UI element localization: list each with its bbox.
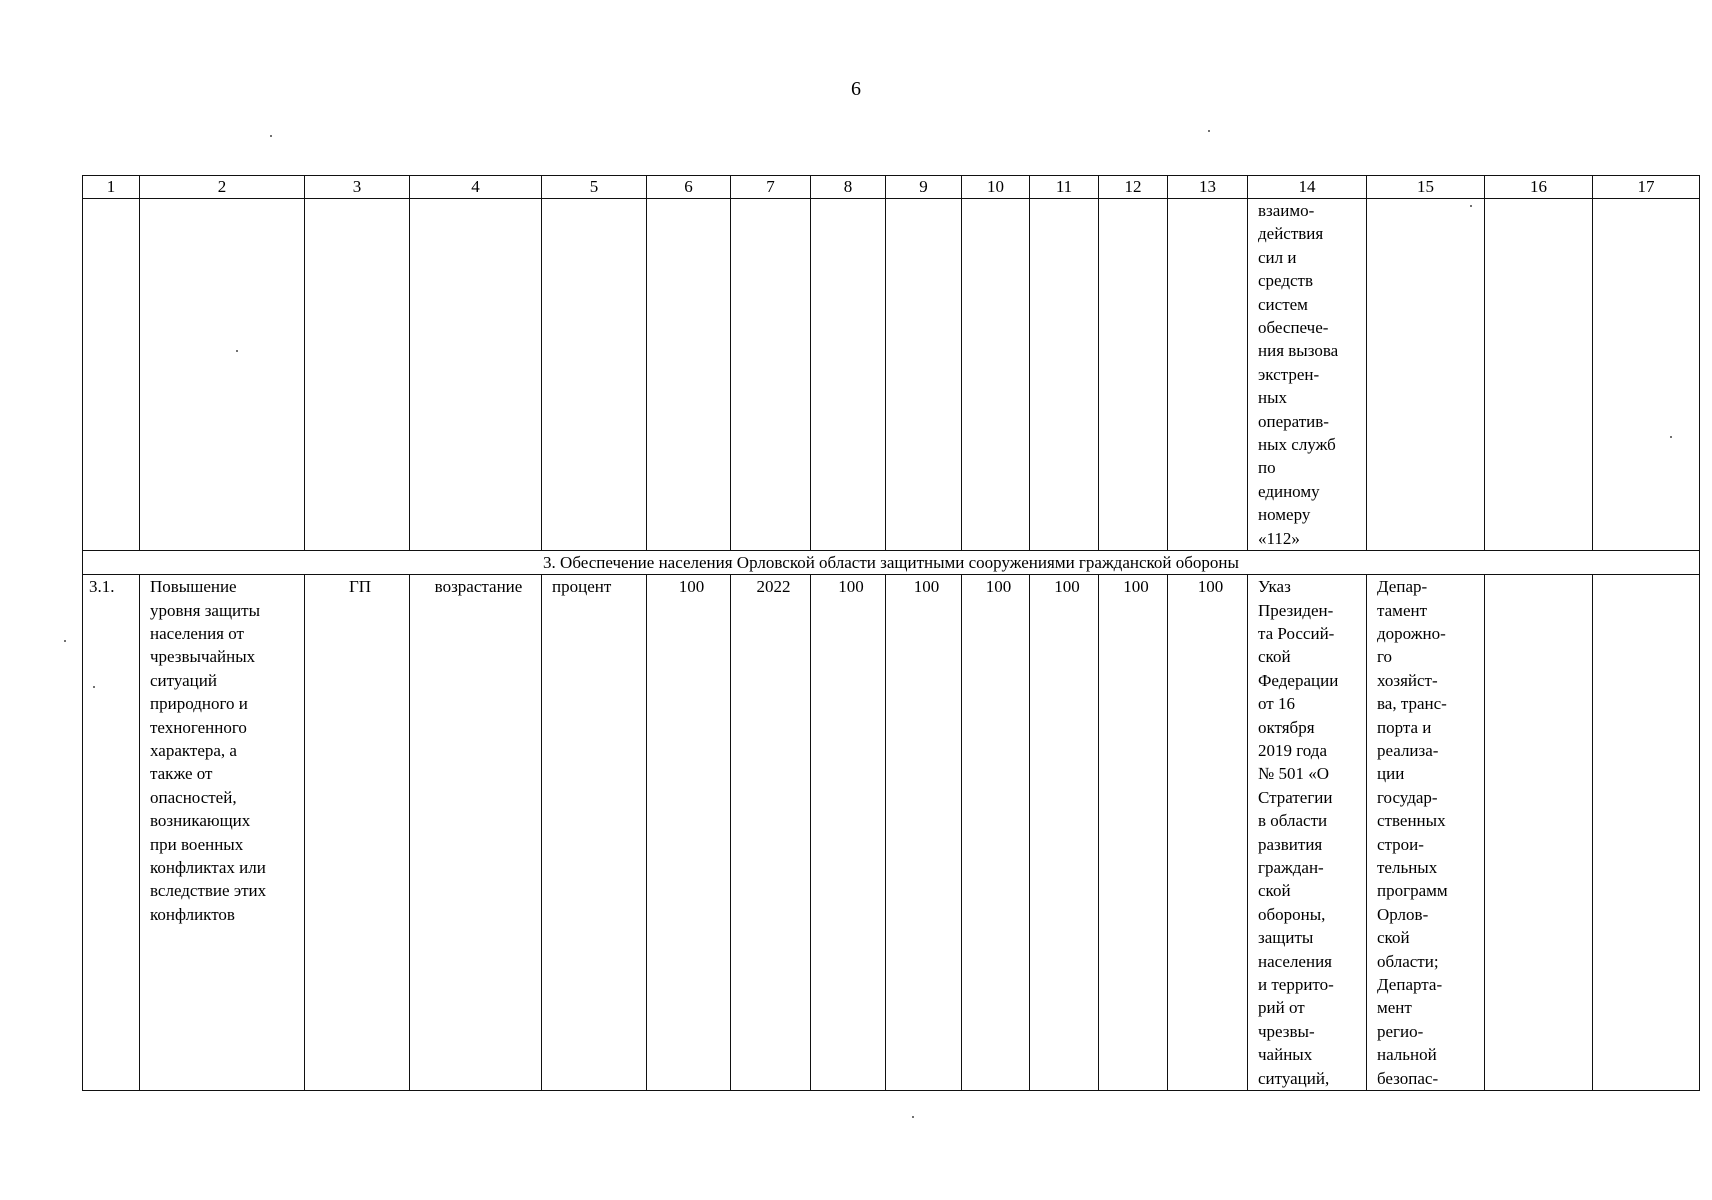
scan-speck bbox=[1470, 205, 1472, 207]
table-cell bbox=[305, 199, 410, 551]
scan-speck bbox=[1670, 436, 1672, 438]
unit-of-measure: процент bbox=[542, 575, 647, 1091]
value-cell: 100 bbox=[1099, 575, 1168, 1091]
value-cell: 100 bbox=[886, 575, 962, 1091]
table-cell bbox=[962, 199, 1030, 551]
table-cell bbox=[647, 199, 731, 551]
column-number: 6 bbox=[647, 176, 731, 199]
scan-speck bbox=[236, 350, 238, 352]
indicator-name: Повышение уровня защиты населения от чрезвычайных ситуаций природного и техногенного характера, а также от опасностей, возникающих при военных конфликтах или вследствие этих конфликтов bbox=[140, 575, 305, 1091]
page-number: 6 bbox=[851, 78, 861, 100]
column-number: 4 bbox=[410, 176, 542, 199]
table-cell bbox=[1168, 199, 1248, 551]
section-row bbox=[83, 551, 1700, 575]
table-cell bbox=[811, 199, 886, 551]
table-cell bbox=[83, 199, 140, 551]
column-number: 1 bbox=[83, 176, 140, 199]
value-cell: 100 bbox=[962, 575, 1030, 1091]
column-number: 10 bbox=[962, 176, 1030, 199]
column-number: 8 bbox=[811, 176, 886, 199]
scan-speck bbox=[93, 686, 95, 688]
trend-direction: возрастание bbox=[410, 575, 542, 1091]
table-cell bbox=[1593, 199, 1700, 551]
column-number: 17 bbox=[1593, 176, 1700, 199]
column-number: 11 bbox=[1030, 176, 1099, 199]
table-cell bbox=[731, 199, 811, 551]
table-cell bbox=[140, 199, 305, 551]
column-number: 13 bbox=[1168, 176, 1248, 199]
table-cell bbox=[410, 199, 542, 551]
base-value: 100 bbox=[647, 575, 731, 1091]
document-table bbox=[82, 175, 1700, 1091]
table-cell bbox=[1367, 199, 1485, 551]
scan-speck bbox=[64, 640, 66, 642]
value-cell: 100 bbox=[1168, 575, 1248, 1091]
column-number: 7 bbox=[731, 176, 811, 199]
scan-speck bbox=[270, 135, 272, 137]
section-title: 3. Обеспечение населения Орловской области защитными сооружениями гражданской обороны bbox=[83, 551, 1700, 575]
legal-basis-continuation: взаимо- действия сил и средств систем обеспече- ния вызова экстрен- ных оператив- ных служб по единому номеру «112» bbox=[1248, 199, 1367, 551]
legal-basis: Указ Президен- та Россий- ской Федерации от 16 октября 2019 года № 501 «О Стратегии в области развития граждан- ской обороны, защиты населения и террито- рий от чрезвы- чайных ситуаций, bbox=[1248, 575, 1367, 1091]
table-cell bbox=[1485, 575, 1593, 1091]
column-number: 16 bbox=[1485, 176, 1593, 199]
indicator-type: ГП bbox=[305, 575, 410, 1091]
column-number: 3 bbox=[305, 176, 410, 199]
value-cell: 100 bbox=[1030, 575, 1099, 1091]
table-cell bbox=[886, 199, 962, 551]
column-number-row bbox=[83, 176, 1700, 199]
base-year: 2022 bbox=[731, 575, 811, 1091]
scan-speck bbox=[912, 1116, 914, 1118]
table-cell bbox=[1030, 199, 1099, 551]
scan-speck bbox=[1208, 130, 1210, 132]
value-cell: 100 bbox=[811, 575, 886, 1091]
table-cell bbox=[1593, 575, 1700, 1091]
continuation-row bbox=[83, 199, 1700, 551]
column-number: 5 bbox=[542, 176, 647, 199]
row-number: 3.1. bbox=[83, 575, 140, 1091]
table-cell bbox=[542, 199, 647, 551]
table-cell bbox=[1485, 199, 1593, 551]
column-number: 2 bbox=[140, 176, 305, 199]
column-number: 14 bbox=[1248, 176, 1367, 199]
column-number: 9 bbox=[886, 176, 962, 199]
table-row bbox=[83, 575, 1700, 1091]
column-number: 12 bbox=[1099, 176, 1168, 199]
responsible-authority: Депар- тамент дорожно- го хозяйст- ва, транс- порта и реализа- ции государ- ственных строи- тельных программ Орлов- ской области; Департа- мент регио- нальной безопас- bbox=[1367, 575, 1485, 1091]
column-number: 15 bbox=[1367, 176, 1485, 199]
table-cell bbox=[1099, 199, 1168, 551]
